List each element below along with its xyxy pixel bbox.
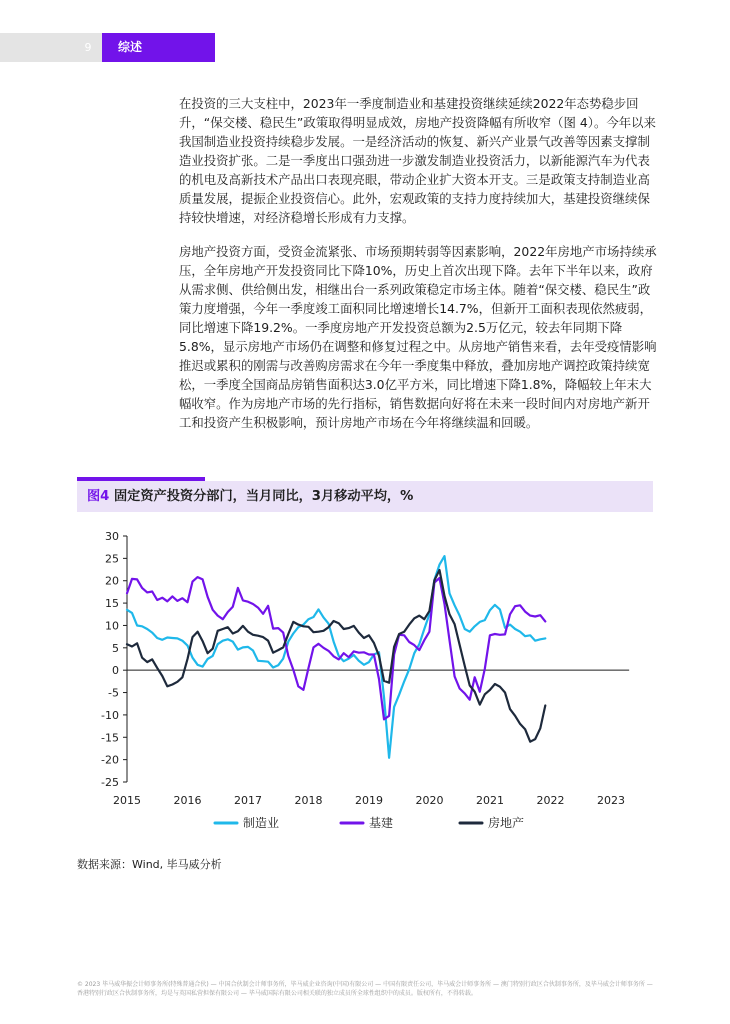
figure-caption: 固定资产投资分部门，当月同比，3月移动平均，% <box>113 489 414 504</box>
x-tick-label: 2016 <box>173 794 202 807</box>
legend-label: 基建 <box>369 816 394 830</box>
y-tick-label: -25 <box>101 776 119 789</box>
figure-title <box>87 481 413 512</box>
x-axis <box>113 794 625 807</box>
y-tick-label: 20 <box>105 574 119 588</box>
y-tick-label: -20 <box>101 753 119 767</box>
y-tick-label: 10 <box>105 619 119 633</box>
x-tick-label: 2022 <box>536 794 565 807</box>
x-tick-label: 2015 <box>113 794 141 807</box>
paragraph-investment: 在投资的三大支柱中，2023年一季度制造业和基建投资继续延续2022年态势稳步回升，“保交楼、稳民生”政策取得明显成效，房地产投资降幅有所收窄（图 4）。今年以来我国制造业投资持续稳步发展。一是经济活动的恢复、新兴产业景气改善等因素支撑制造业投资扩张。二是一季度出口强劲进一步激发制造业投资活力，以新能源汽车为代表的机电及高新技术产品出口表现亮眼，带动企业扩大资本开支。三是政策支持制造业高质量发展，提振企业投资信心。此外，宏观政策的支持力度持续加大，基建投资继续保持较快增速，对经济稳增长形成有力支撑。 <box>179 96 656 225</box>
y-tick-label: 15 <box>105 597 119 611</box>
line-chart <box>77 520 647 840</box>
x-tick-label: 2017 <box>234 794 262 807</box>
x-tick-label: 2021 <box>476 794 504 807</box>
y-tick-label: 0 <box>112 664 119 678</box>
y-tick-label: 30 <box>105 530 119 543</box>
y-tick-label: 25 <box>105 552 119 566</box>
y-tick-label: -15 <box>101 731 119 745</box>
y-tick-label: -5 <box>108 686 119 700</box>
section-title: 综述 <box>118 40 143 54</box>
paragraph-real-estate: 房地产投资方面，受资金流紧张、市场预期转弱等因素影响，2022年房地产市场持续承压，全年房地产开发投资同比下降10%，历史上首次出现下降。去年下半年以来，政府从需求侧、供给侧出发，相继出台一系列政策稳定市场主体。随着“保交楼、稳民生”政策力度增强，今年一季度竣工面积同比增速增长14.7%，但新开工面积表现依然疲弱，同比增速下降19.2%。一季度房地产开发投资总额为2.5万亿元，较去年同期下降5.8%，显示房地产市场仍在调整和修复过程之中。从房地产销售来看，去年受疫情影响推迟或累积的刚需与改善购房需求在今年一季度集中释放，叠加房地产调控政策持续宽松，一季度全国商品房销售面积达3.0亿平方米，同比增速下降1.8%，降幅较上年末大幅收窄。作为房地产市场的先行指标，销售数据向好将在未来一段时间内对房地产新开工和投资产生积极影响，预计房地产市场在今年将继续温和回暖。 <box>179 244 657 430</box>
x-tick-label: 2018 <box>294 794 323 807</box>
legend-label: 房地产 <box>488 816 525 830</box>
legend <box>215 815 524 830</box>
y-tick-label: 5 <box>112 641 119 655</box>
page-number: 9 <box>84 41 92 54</box>
y-tick-label: -10 <box>101 708 119 722</box>
figure-number: 图4 <box>87 489 110 504</box>
x-tick-label: 2023 <box>597 794 625 807</box>
data-source: 数据来源：Wind, 毕马威分析 <box>77 858 222 871</box>
y-axis <box>101 530 127 789</box>
x-tick-label: 2020 <box>415 794 444 807</box>
legend-label: 制造业 <box>243 816 280 830</box>
footer-copyright: © 2023 毕马威华振会计师事务所(特殊普通合伙) — 中国合伙制会计师事务所，毕马威企业咨询(中国)有限公司 — 中国有限责任公司，毕马威会计师事务所 — 澳门特别行政区合伙制事务所，及毕马威会计师事务所 — 香港特别行政区合伙制事务所，均是与英国私营担保有限公司 — 毕马威国际有限公司相关联的独立成员所全球性组织中的成员。版权所有，不得转载。 <box>77 981 653 997</box>
x-tick-label: 2019 <box>355 794 383 807</box>
series-lines <box>127 556 545 758</box>
